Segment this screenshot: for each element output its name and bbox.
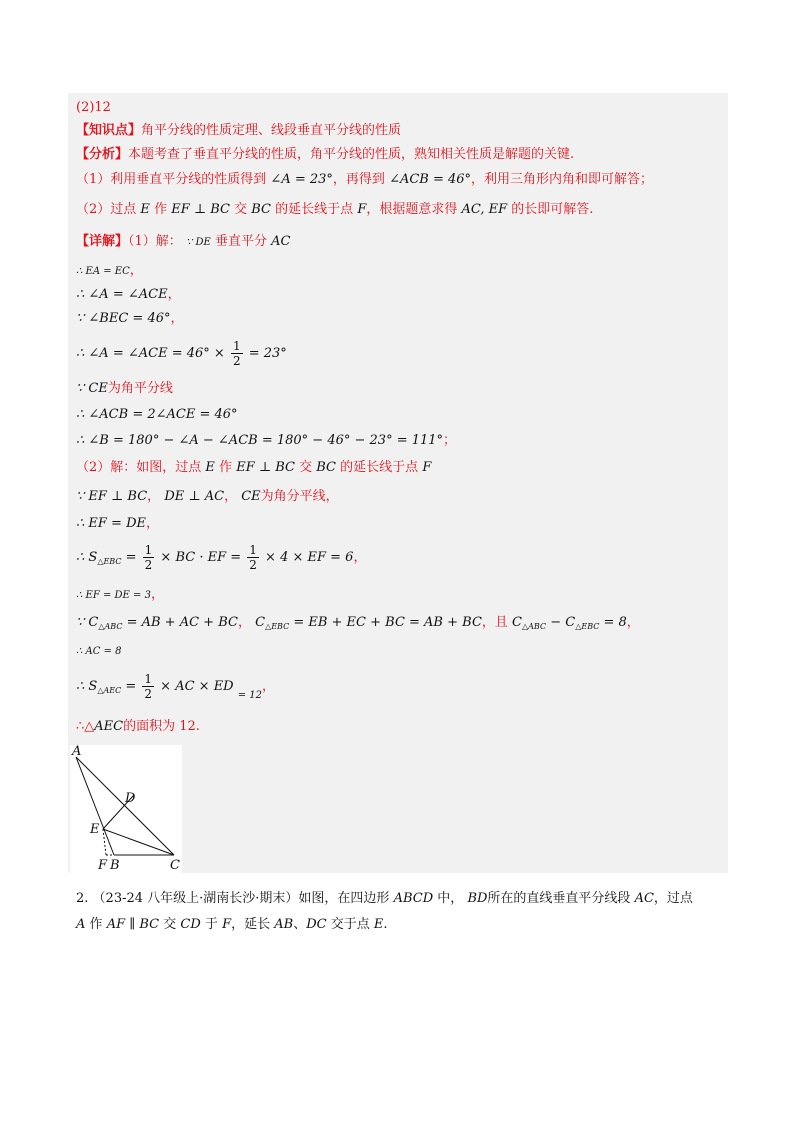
proof-line-13-punct-b: ， xyxy=(626,615,640,630)
fraction-half-2 xyxy=(247,543,259,572)
part2-text-a: （2）解：如图，过点 xyxy=(76,460,202,475)
proof-line-3-math: ∵ ∠BEC = 46° xyxy=(76,311,171,326)
step2-text-d: 的延长线于点 xyxy=(275,202,354,217)
step1-text-b: ，再得到 xyxy=(332,172,385,187)
proof-line-4-math-b: = 23° xyxy=(248,346,287,361)
detail-text-a: （1）解： xyxy=(128,234,182,249)
proof-line-16-text-a: ∴△ xyxy=(76,719,95,734)
proof-line-9-text: 为角分平线， xyxy=(260,489,339,504)
proof-line-5-text: 为角平分线 xyxy=(107,381,173,396)
part2-text-d: 的延长线于点 xyxy=(340,460,419,475)
proof-line-12-math: ∴ EF = DE = 3 xyxy=(76,590,151,601)
proof-line-11-math-b: × BC · EF = xyxy=(160,550,242,565)
proof-line-16 xyxy=(76,718,200,736)
q2-math-c: AC xyxy=(634,891,654,906)
proof-line-9-math-b: DE ⊥ AC xyxy=(164,489,225,504)
proof-line-16-math: AEC xyxy=(94,719,124,734)
proof-line-4-math-a: ∴ ∠A = ∠ACE = 46° × xyxy=(76,346,225,361)
q2-math-e: AF ∥ BC xyxy=(106,917,160,932)
proof-line-11-punct: ， xyxy=(353,550,367,565)
fraction-half-3 xyxy=(142,672,154,701)
proof-line-11-eq: = xyxy=(125,550,137,565)
step2-text-a: （2）过点 xyxy=(76,202,137,217)
proof-line-13-math-f: − C xyxy=(550,615,576,630)
label-c: C xyxy=(170,858,180,873)
proof-line-9-punct-b: ， xyxy=(224,489,238,504)
segment-ec xyxy=(103,829,174,855)
fraction-half-1 xyxy=(143,543,155,572)
question-source: （23-24 八年级上·湖南长沙·期末） xyxy=(92,891,299,906)
label-a: A xyxy=(72,745,82,759)
q2-math-b: BD xyxy=(467,891,488,906)
part2-math-b: EF ⊥ BC xyxy=(236,460,295,475)
proof-line-13-math-d: = EB + EC + BC = AB + BC xyxy=(293,615,482,630)
part2-math-d: F xyxy=(422,460,432,475)
q2-text-g: 于 xyxy=(204,917,218,932)
proof-line-13-text: ，且 xyxy=(481,615,508,630)
part2-intro xyxy=(76,459,431,477)
proof-line-9-punct-a: ， xyxy=(147,489,161,504)
q2-text-j: 交于点 xyxy=(330,917,370,932)
proof-line-10-math: ∴ EF = DE xyxy=(76,516,146,531)
proof-line-11-math-a: ∴ S xyxy=(76,550,98,565)
segment-ac xyxy=(76,757,174,855)
proof-line-6 xyxy=(76,406,238,424)
question-2 xyxy=(76,886,736,938)
proof-line-13-math-c: C xyxy=(255,615,266,630)
q2-text-e: 作 xyxy=(89,917,103,932)
q2-math-a: ABCD xyxy=(393,891,434,906)
proof-line-3 xyxy=(76,310,184,328)
proof-line-10-punct: ， xyxy=(145,516,159,531)
step2-text-c: 交 xyxy=(234,202,248,217)
analysis-text: 本题考查了垂直平分线的性质，角平分线的性质，熟知相关性质是解题的关键. xyxy=(128,147,575,162)
proof-line-14-math: ∴ AC = 8 xyxy=(76,646,122,657)
proof-line-5 xyxy=(76,380,173,398)
fraction-denominator: 2 xyxy=(249,558,257,572)
step2-text-b: 作 xyxy=(154,202,168,217)
proof-line-13-punct-a: ， xyxy=(237,615,251,630)
step2-math-d: F xyxy=(357,202,367,217)
segment-ab xyxy=(76,757,114,855)
proof-line-15-punct: ， xyxy=(262,679,276,694)
q2-math-i: DC xyxy=(306,917,327,932)
label-f: F xyxy=(98,858,108,873)
proof-line-7 xyxy=(76,432,456,450)
proof-line-4 xyxy=(76,337,287,371)
proof-line-13 xyxy=(76,614,640,636)
step2-math-a: E xyxy=(140,202,150,217)
part2-answer xyxy=(76,99,111,117)
q2-math-h: AB xyxy=(274,917,294,932)
fraction-numerator: 1 xyxy=(144,543,153,557)
proof-line-3-punct: ， xyxy=(170,311,184,326)
q2-text-a: 如图，在四边形 xyxy=(298,891,390,906)
step1-math-a: ∠A = 23° xyxy=(270,172,333,187)
segment-ed xyxy=(103,807,123,829)
proof-line-13-sub-c: △ABC xyxy=(522,622,547,631)
proof-line-12-punct: ， xyxy=(150,587,164,602)
knowledge-point xyxy=(76,122,401,140)
proof-line-15-subscript: △AEC xyxy=(97,686,122,695)
q2-math-g: F xyxy=(222,917,232,932)
geometry-figure xyxy=(70,745,182,873)
q2-math-f: CD xyxy=(180,917,201,932)
proof-line-9 xyxy=(76,488,339,506)
proof-line-11 xyxy=(76,541,366,579)
detail-math-b: AC xyxy=(271,234,291,249)
proof-line-5-math: ∵ CE xyxy=(76,381,108,396)
q2-math-j: E xyxy=(373,917,384,932)
part2-text-b: 作 xyxy=(219,460,233,475)
proof-line-2-punct: ， xyxy=(167,287,181,302)
analysis xyxy=(76,146,574,164)
proof-line-15-math-a: ∴ S xyxy=(76,679,98,694)
fraction-half xyxy=(231,339,243,368)
q2-math-d: A xyxy=(76,917,86,932)
label-e: E xyxy=(90,822,100,837)
proof-line-11-subscript: △EBC xyxy=(97,557,122,566)
proof-line-13-sub-a: △ABC xyxy=(98,622,123,631)
analysis-step1 xyxy=(76,171,653,189)
step2-math-b: EF ⊥ BC xyxy=(171,202,230,217)
proof-line-9-math-c: CE xyxy=(241,489,261,504)
part2-text-c: 交 xyxy=(299,460,313,475)
fraction-denominator: 2 xyxy=(144,558,153,572)
step2-text-f: 的长即可解答. xyxy=(511,202,594,217)
triangle-diagram xyxy=(70,745,182,873)
analysis-tag: 【分析】 xyxy=(76,147,129,162)
proof-line-9-math-a: ∵ EF ⊥ BC xyxy=(76,489,148,504)
q2-text-b: 中， xyxy=(437,891,464,906)
proof-line-6-math: ∴ ∠ACB = 2∠ACE = 46° xyxy=(76,407,238,422)
fraction-denominator: 2 xyxy=(144,687,153,701)
proof-line-15-math-c: = 12 xyxy=(237,690,263,701)
proof-line-14 xyxy=(76,642,122,661)
q2-text-i: 、 xyxy=(293,917,307,932)
proof-line-1 xyxy=(76,262,143,281)
q2-text-f: 交 xyxy=(163,917,177,932)
proof-line-10 xyxy=(76,515,159,533)
analysis-step2 xyxy=(76,201,593,219)
q2-text-h: ，延长 xyxy=(231,917,271,932)
fraction-numerator: 1 xyxy=(232,339,241,353)
proof-line-12 xyxy=(76,586,164,605)
q2-text-k: . xyxy=(383,917,388,932)
knowledge-text: 角平分线的性质定理、线段垂直平分线的性质 xyxy=(141,123,402,138)
label-d: D xyxy=(125,791,136,806)
knowledge-tag: 【知识点】 xyxy=(76,123,142,138)
part2-math-c: BC xyxy=(316,460,337,475)
detail-math-a: ∵ DE xyxy=(185,237,211,248)
step1-math-b: ∠ACB = 46° xyxy=(389,172,472,187)
q2-text-c: 所在的直线垂直平分线段 xyxy=(487,891,631,906)
fraction-numerator: 1 xyxy=(144,672,153,686)
step1-text-c: ，利用三角形内角和即可解答； xyxy=(471,172,654,187)
question-number: 2. xyxy=(76,891,89,906)
proof-line-13-math-b: = AB + AC + BC xyxy=(126,615,238,630)
proof-line-1-math: ∴ EA = EC xyxy=(76,266,130,277)
proof-line-7-math: ∴ ∠B = 180° − ∠A − ∠ACB = 180° − 46° − 23° = 111° xyxy=(76,433,444,448)
proof-line-13-math-a: ∵ C xyxy=(76,615,99,630)
proof-line-13-sub-d: △EBC xyxy=(575,622,600,631)
fraction-numerator: 1 xyxy=(249,543,257,557)
part2-label: (2)12 xyxy=(76,100,111,115)
proof-line-13-math-g: = 8 xyxy=(603,615,627,630)
proof-line-15-math-b: × AC × ED xyxy=(160,679,234,694)
proof-line-16-text-b: 的面积为 12. xyxy=(123,719,200,734)
proof-line-2 xyxy=(76,286,181,304)
step1-text-a: （1）利用垂直平分线的性质得到 xyxy=(76,172,267,187)
proof-line-1-punct: ， xyxy=(129,263,143,278)
q2-text-d: ，过点 xyxy=(653,891,693,906)
step2-math-c: BC xyxy=(251,202,272,217)
proof-line-15: ∴ $S_{\triangle AEC}$ = $\frac{1}{2}$ × AC × ED $_{= 12}$， xyxy=(76,672,276,701)
detail-tag: 【详解】 xyxy=(76,234,129,249)
label-b: B xyxy=(110,858,120,873)
proof-line-7-punct: ； xyxy=(443,433,457,448)
proof-line-11-math-c: × 4 × EF = 6 xyxy=(265,550,354,565)
fraction-denominator: 2 xyxy=(232,354,241,368)
part2-math-a: E xyxy=(205,460,215,475)
proof-line-13-sub-b: △EBC xyxy=(265,622,290,631)
proof-line-13-math-e: C xyxy=(512,615,522,630)
detail-intro xyxy=(76,233,290,252)
proof-line-2-math: ∴ ∠A = ∠ACE xyxy=(76,287,168,302)
step2-text-e: ，根据题意求得 xyxy=(366,202,458,217)
step2-math-e: AC, EF xyxy=(461,202,508,217)
detail-text-b: 垂直平分 xyxy=(214,234,267,249)
